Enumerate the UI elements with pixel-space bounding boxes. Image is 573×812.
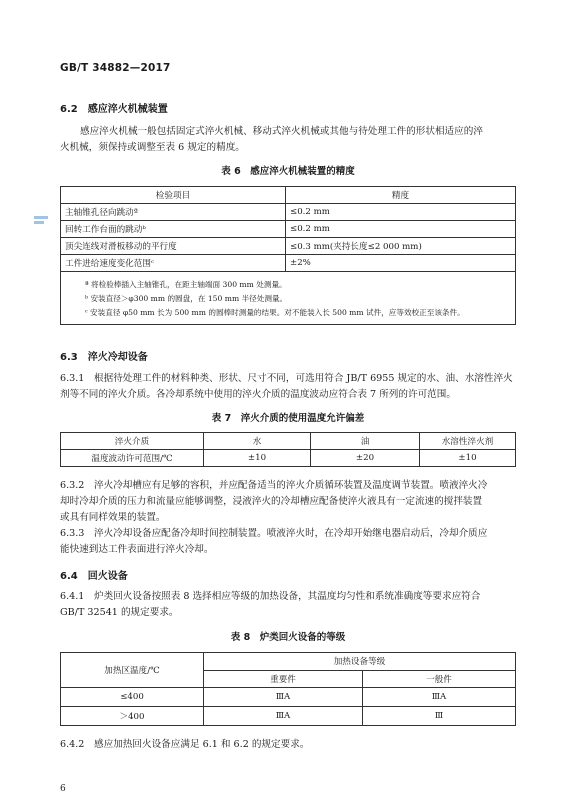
table-cell: ⅢA	[363, 688, 516, 707]
table-header-cell: 检验项目	[61, 187, 286, 204]
table-cell: ＞400	[61, 707, 204, 726]
section-6-3-2-line2: 却时冷却介质的压力和流量应能够调整，浸液淬火的冷却槽应配备使淬火液具有一定流速的搅拌装置	[60, 496, 483, 507]
standard-number-header: GB/T 34882—2017	[60, 62, 171, 74]
section-6-4-1-line1: 6.4.1 炉类回火设备按照表 8 选择相应等级的加热设备，其温度均匀性和系统准确度等要求应符合	[60, 591, 481, 602]
table-cell: 工件进给速度变化范围ᶜ	[61, 255, 286, 272]
table-row	[61, 204, 516, 221]
table-cell: ±20	[311, 450, 420, 467]
section-6-2-para-line2: 火机械，须保持或调整至表 6 规定的精度。	[60, 142, 245, 153]
section-6-2-heading: 6.2 感应淬火机械装置	[60, 104, 168, 115]
table-cell: ±2%	[286, 255, 516, 272]
table-cell: ±10	[420, 450, 516, 467]
table-header-cell: 水	[204, 433, 311, 450]
table-row	[61, 450, 516, 467]
table-header-cell: 精度	[286, 187, 516, 204]
table-header-cell: 淬火介质	[61, 433, 204, 450]
table-note-b: ᵇ 安装直径＞φ300 mm 的圆盘，在 150 mm 半径处测量。	[85, 294, 288, 303]
table-cell: ≤0.2 mm	[286, 221, 516, 238]
section-6-3-1-line2: 剂等不同的淬火介质。各冷却系统中使用的淬火介质的温度波动应符合表 7 所列的许可范围。	[60, 389, 456, 400]
table-cell: ≤400	[61, 688, 204, 707]
table-cell: ≤0.2 mm	[286, 204, 516, 221]
table-row	[61, 238, 516, 255]
table-notes-cell	[61, 272, 516, 325]
table-row	[61, 688, 516, 707]
table-header-row	[61, 433, 516, 450]
table-6-precision	[60, 186, 516, 325]
table-row	[61, 255, 516, 272]
table-7-caption: 表 7 淬火介质的使用温度允许偏差	[211, 413, 365, 424]
page-edge-mark-icon	[33, 214, 49, 228]
page-number: 6	[60, 784, 66, 794]
section-6-4-1-line2: GB/T 32541 的规定要求。	[60, 607, 179, 618]
table-8-tempering-equipment-grades	[60, 652, 516, 726]
table-note-c: ᶜ 安装直径 φ50 mm 长为 500 mm 的圆棒时测量的结果。对不能装入长 500 mm 试件，应等效校正至该条件。	[85, 308, 465, 317]
table-notes-row	[61, 272, 516, 325]
section-6-3-2-line3: 或具有同样效果的装置。	[60, 512, 166, 523]
table-8-caption: 表 8 炉类回火设备的等级	[230, 632, 346, 643]
table-header-row	[61, 187, 516, 204]
table-cell: ⅢA	[204, 688, 363, 707]
table-cell: 回转工作台面的跳动ᵇ	[61, 221, 286, 238]
table-header-cell: 油	[311, 433, 420, 450]
table-row	[61, 707, 516, 726]
table-cell: ⅢA	[204, 707, 363, 726]
section-6-3-3-line2: 能快速到达工件表面进行淬火冷却。	[60, 544, 214, 555]
table-cell: 温度波动许可范围/℃	[61, 450, 204, 467]
section-6-4-2-text: 6.4.2 感应加热回火设备应满足 6.1 和 6.2 的规定要求。	[60, 739, 310, 750]
section-6-2-para-line1: 感应淬火机械一般包括固定式淬火机械、移动式淬火机械或其他与待处理工件的形状相适应的淬	[80, 126, 483, 137]
section-6-4-heading: 6.4 回火设备	[60, 571, 128, 582]
table-7-temperature-deviation	[60, 432, 516, 467]
table-row	[61, 221, 516, 238]
section-6-3-heading: 6.3 淬火冷却设备	[60, 352, 148, 363]
table-cell: Ⅲ	[363, 707, 516, 726]
table-header-cell: 加热区温度/℃	[61, 653, 204, 688]
table-header-cell: 一般件	[363, 670, 516, 688]
section-6-3-3-line1: 6.3.3 淬火冷却设备应配备冷却时间控制装置。喷液淬火时，在冷却开始继电器启动后，冷却介质应	[60, 528, 488, 539]
table-cell: ≤0.3 mm(夹持长度≤2 000 mm)	[286, 238, 516, 255]
table-cell: 顶尖连线对滑板移动的平行度	[61, 238, 286, 255]
table-header-row	[61, 653, 516, 671]
table-note-a: ª 将检验棒插入主轴锥孔，在距主轴端面 300 mm 处测量。	[85, 280, 287, 289]
table-cell: ±10	[204, 450, 311, 467]
table-header-cell: 水溶性淬火剂	[420, 433, 516, 450]
table-6-caption: 表 6 感应淬火机械装置的精度	[221, 166, 355, 177]
table-header-cell: 重要件	[204, 670, 363, 688]
section-6-3-1-line1: 6.3.1 根据待处理工件的材料种类、形状、尺寸不同，可选用符合 JB/T 6955 规定的水、油、水溶性淬火	[60, 373, 513, 384]
table-cell: 主轴锥孔径向跳动ª	[61, 204, 286, 221]
table-header-cell: 加热设备等级	[204, 653, 516, 671]
section-6-3-2-line1: 6.3.2 淬火冷却槽应有足够的容积，并应配备适当的淬火介质循环装置及温度调节装置。喷液淬火冷	[60, 480, 488, 491]
